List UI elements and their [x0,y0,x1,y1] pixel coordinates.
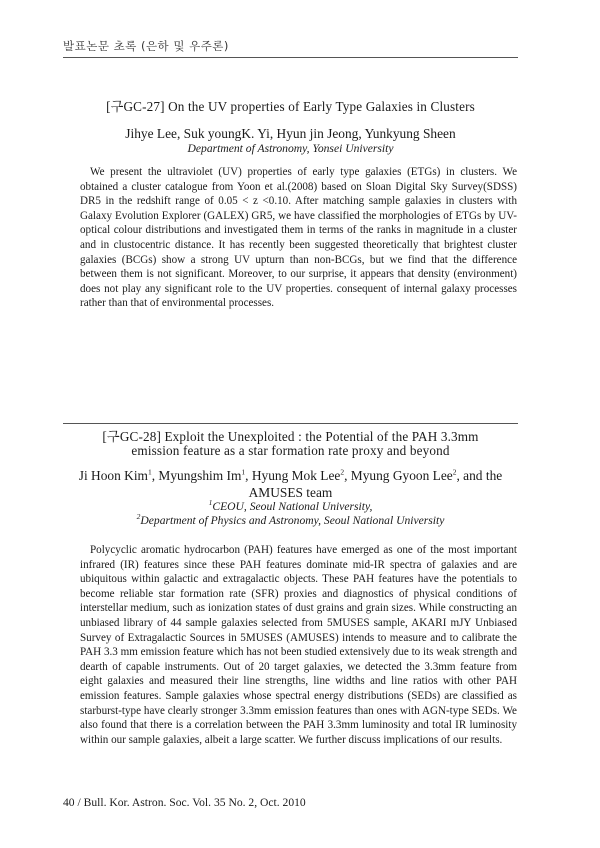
header-rule [63,57,518,58]
paper2-authors-line1 [63,468,518,484]
paper1-title: [구GC-27] On the UV properties of Early Type Galaxies in Clusters [106,99,475,114]
affiliation-sup: 2 [136,512,141,522]
paper2-affiliation-1 [63,500,518,513]
author-name: Ji Hoon Kim [78,468,148,483]
page-footer-citation: 40 / Bull. Kor. Astron. Soc. Vol. 35 No. 2, Oct. 2010 [63,796,306,809]
author-sup: 2 [340,467,345,477]
paper2-title-line1: [구GC-28] Exploit the Unexploited : the Potential of the PAH 3.3mm [102,429,479,444]
paper2-affiliation-2 [63,514,518,527]
paper2-abstract: Polycyclic aromatic hydrocarbon (PAH) features have emerged as one of the most important infrared (IR) features since these PAH features dominate mid-IR spectra of galaxies and are ubiquitous within galactic and extragalactic objects. These PAH features have the potentials to become reliable star formation rate (SFR) proxies and diagnostics of physical conditions of interstellar medium, such as ionization states of dust grains and grain sizes. While constructing an unbiased library of 44 sample galaxies selected from 5MUSES sample, AKARI mJY Unbiased Survey of Extragalactic Sources in 5MUSES (AMUSES) intends to measure and to calibrate the PAH 3.3 mm emission feature which has not been studied extensively due to its weak strength and dearth of capable instruments. Out of 20 target galaxies, we detected the 3.3mm feature from eight galaxies and measured their line strengths, line widths and line ratios with other PAH emission features. Sample galaxies whose spectral energy distributions (SEDs) are classified as starburst-type have clearly stronger 3.3mm emission features than ones with AGN-type SEDs. We also found that there is a correlation between the PAH 3.3mm luminosity and total IR luminosity within our sample galaxies, albeit a large scatter. We further discuss implications of our results. [80,544,517,746]
author-sup: 2 [452,467,457,477]
paper1-authors: Jihye Lee, Suk youngK. Yi, Hyun jin Jeong, Yunkyung Sheen [125,126,456,141]
paper2-authors-line2: AMUSES team [248,485,333,500]
author-name: , Myung Gyoon Lee [344,468,453,483]
affiliation-text: CEOU, Seoul National University, [212,500,373,513]
affiliation-text: Department of Physics and Astronomy, Seoul National University [140,514,445,527]
author-name: , Myungshim Im [151,468,242,483]
paper1-affiliation: Department of Astronomy, Yonsei University [187,142,394,155]
author-name: , and the [456,468,503,483]
author-sup: 1 [241,467,246,477]
section-divider [63,423,518,424]
running-header: 발표논문 초록 (은하 및 우주론) [63,39,229,53]
author-name: , Hyung Mok Lee [245,468,341,483]
paper1-abstract: We present the ultraviolet (UV) properties of early type galaxies (ETGs) in clusters. We obtained a cluster catalogue from Yoon et al.(2008) based on Sloan Digital Sky Survey(SDSS) DR5 in the redshift range of 0.05 < z <0.10. After matching sample galaxies in clusters with Galaxy Evolution Explorer (GALEX) GR5, we have classified the morphologies of ETGs by UV-optical colour distributions and investigated them in terms of the ranks in magnitude in a cluster and in clustocentric distance. It has recently been suggested theoretically that brightest cluster galaxies (BCGs) show a strong UV upturn than non-BCGs, but we find that the difference between them is not significant. Moreover, to our surprise, it appears that density (environment) does not play any significant role to the UV properties. consequent of internal galaxy processes rather than that of environmental processes. [80,166,517,310]
affiliation-sup: 1 [208,498,213,508]
paper2-title-line2: emission feature as a star formation rate proxy and beyond [131,443,450,458]
author-sup: 1 [147,467,152,477]
